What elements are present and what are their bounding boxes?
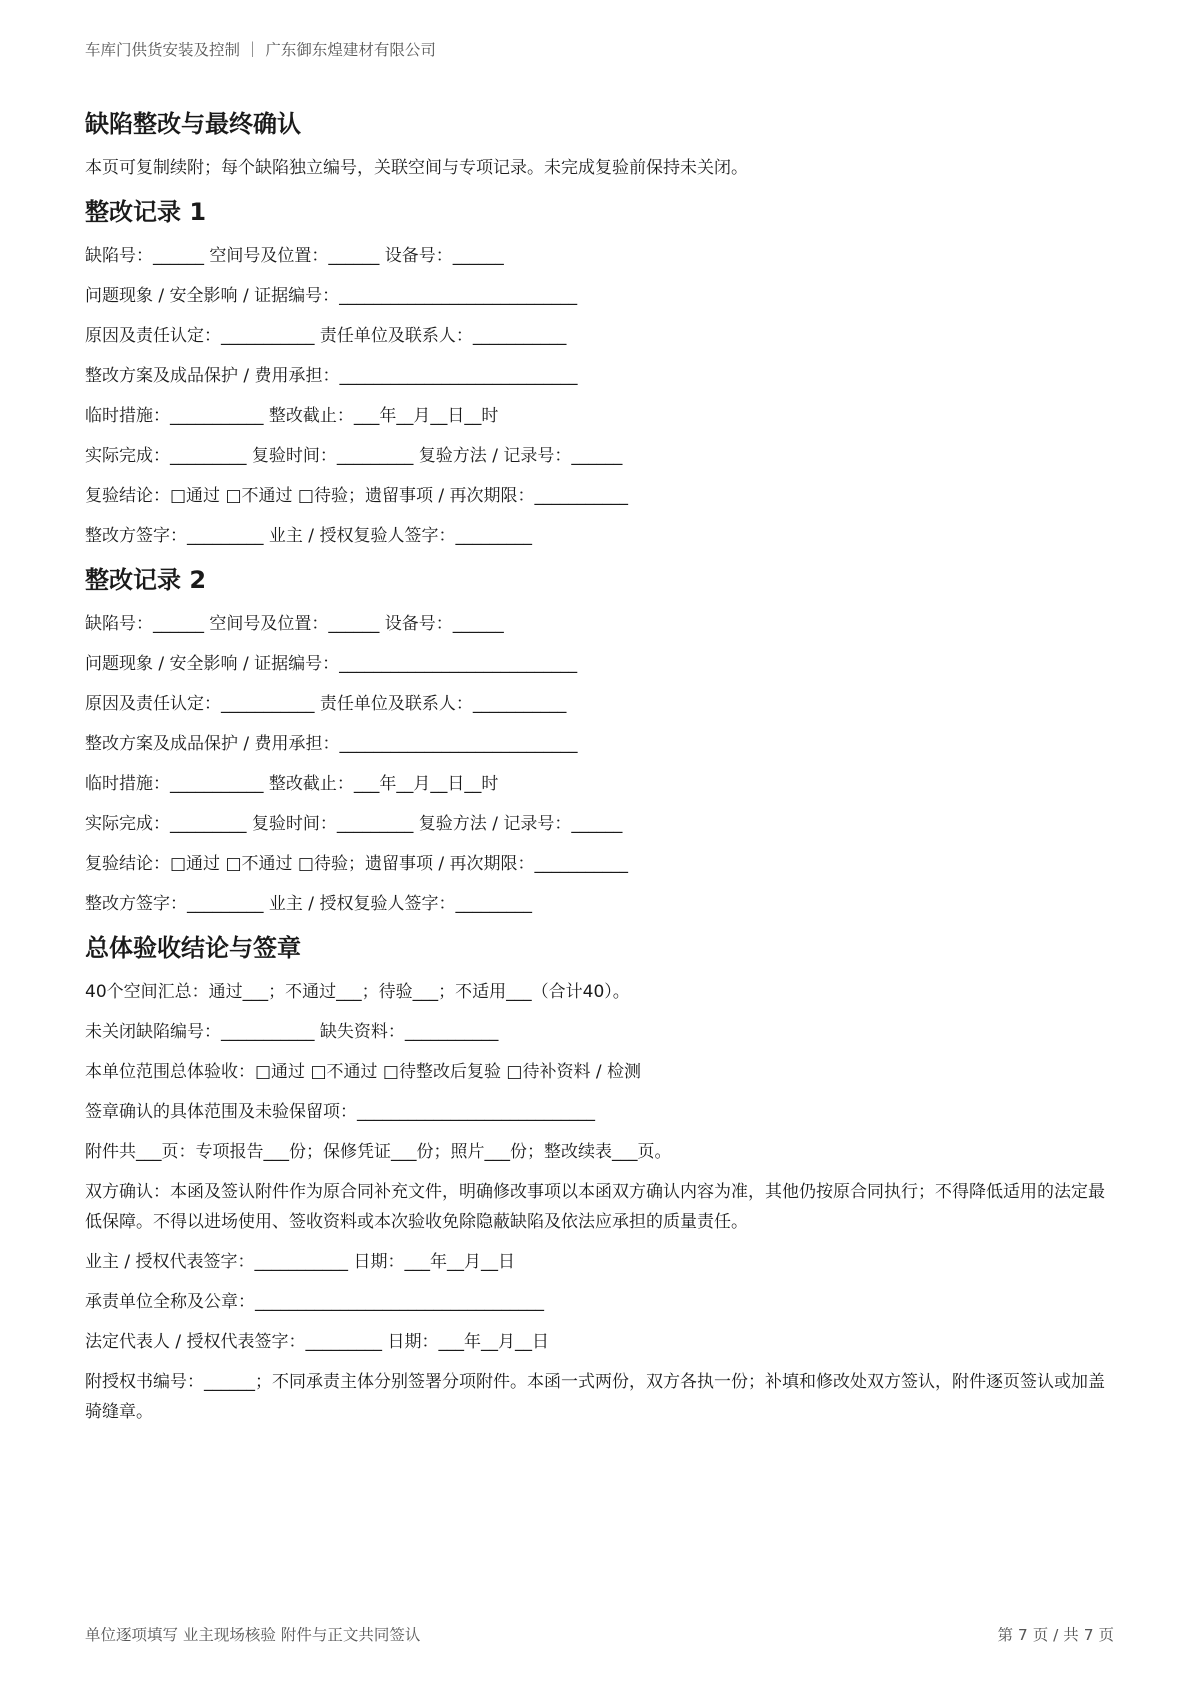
record-field-line: 缺陷号：______ 空间号及位置：______ 设备号：______: [85, 614, 504, 634]
record-field-line: 原因及责任认定：___________ 责任单位及联系人：___________: [85, 326, 567, 346]
section-title: 总体验收结论与签章: [85, 934, 301, 962]
summary-line: 承责单位全称及公章：__________________________________: [85, 1292, 544, 1312]
summary-line: 法定代表人 / 授权代表签字：_________ 日期：___年__月__日: [85, 1332, 549, 1352]
footer-note: 单位逐项填写 业主现场核验 附件与正文共同签认: [85, 1626, 421, 1644]
record-field-line: 整改方案及成品保护 / 费用承担：____________________________: [85, 734, 578, 754]
rectification-record-2: [85, 556, 1115, 924]
summary-line: 40个空间汇总：通过___；不通过___；待验___；不适用___（合计40）。: [85, 982, 630, 1002]
page-number: 第 7 页 / 共 7 页: [997, 1626, 1114, 1644]
record-field-line: 整改方案及成品保护 / 费用承担：____________________________: [85, 366, 578, 386]
record-field-line: 问题现象 / 安全影响 / 证据编号：____________________________: [85, 654, 578, 674]
mutual-confirmation-text: 双方确认：本函及签认附件作为原合同补充文件，明确修改事项以本函双方确认内容为准，其他仍按原合同执行；不得降低适用的法定最低保障。不得以进场使用、签收资料或本次验收免除隐蔽缺陷及依法应承担的质量责任。: [85, 1182, 1105, 1232]
record-field-line: 实际完成：_________ 复验时间：_________ 复验方法 / 记录号：______: [85, 814, 623, 834]
record-field-line: 原因及责任认定：___________ 责任单位及联系人：___________: [85, 694, 567, 714]
record-field-line: 临时措施：___________ 整改截止：___年__月__日__时: [85, 774, 499, 794]
summary-line: 附件共___页：专项报告___份；保修凭证___份；照片___份；整改续表___页。: [85, 1142, 672, 1162]
record-field-line: 整改方签字：_________ 业主 / 授权复验人签字：_________: [85, 894, 532, 914]
document-body: [85, 100, 1115, 1432]
record-field-line: 复验结论：□通过 □不通过 □待验；遗留事项 / 再次期限：___________: [85, 854, 629, 874]
rectification-record-1: [85, 188, 1115, 556]
record-field-line: 整改方签字：_________ 业主 / 授权复验人签字：_________: [85, 526, 532, 546]
summary-line: 未关闭缺陷编号：___________ 缺失资料：___________: [85, 1022, 499, 1042]
record-field-line: 实际完成：_________ 复验时间：_________ 复验方法 / 记录号：______: [85, 446, 623, 466]
record-title: 整改记录 1: [85, 198, 207, 226]
summary-line: 签章确认的具体范围及未验保留项：____________________________: [85, 1102, 595, 1122]
record-field-line: 问题现象 / 安全影响 / 证据编号：____________________________: [85, 286, 578, 306]
record-field-line: 缺陷号：______ 空间号及位置：______ 设备号：______: [85, 246, 504, 266]
record-field-line: 复验结论：□通过 □不通过 □待验；遗留事项 / 再次期限：___________: [85, 486, 629, 506]
summary-line: 本单位范围总体验收：□通过 □不通过 □待整改后复验 □待补资料 / 检测: [85, 1062, 641, 1082]
authorization-note: 附授权书编号：______；不同承责主体分别签署分项附件。本函一式两份，双方各执一份；补填和修改处双方签认，附件逐页签认或加盖骑缝章。: [85, 1372, 1105, 1422]
page-title: 缺陷整改与最终确认: [85, 110, 301, 138]
summary-line: 业主 / 授权代表签字：___________ 日期：___年__月__日: [85, 1252, 515, 1272]
overall-acceptance-section: [85, 924, 1115, 1427]
record-title: 整改记录 2: [85, 566, 207, 594]
intro-text: 本页可复制续附；每个缺陷独立编号，关联空间与专项记录。未完成复验前保持未关闭。: [85, 158, 748, 178]
record-field-line: 临时措施：___________ 整改截止：___年__月__日__时: [85, 406, 499, 426]
page-header: 车库门供货安装及控制 ｜ 广东御东煌建材有限公司: [85, 41, 436, 59]
